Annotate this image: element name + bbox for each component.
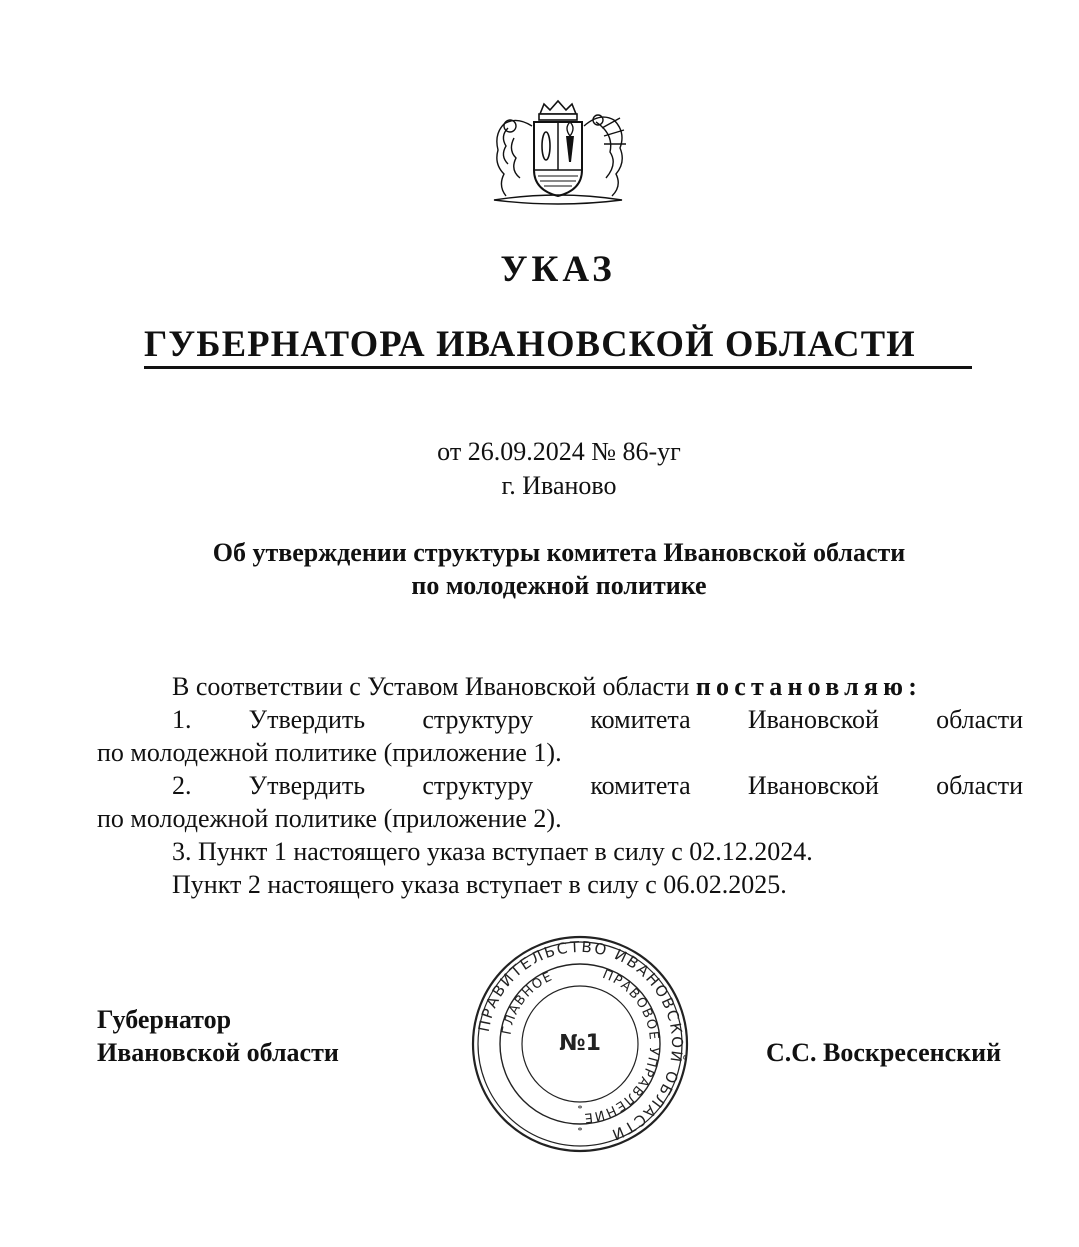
signatory-title-line-1: Губернатор [97,1005,232,1034]
signatory-name: С.С. Воскресенский [766,1038,1002,1067]
stamp-inner-text: ПРАВОВОЕ УПРАВЛЕНИЕ [582,967,662,1126]
official-stamp [470,934,690,1154]
stamp-outer-text: ПРАВИТЕЛЬСТВО ИВАНОВСКОЙ ОБЛАСТИ [474,937,687,1145]
item-1-line-1: 1. Утвердить структуру комитета Ивановской области [172,705,1023,734]
item-1-line-2: по молодежной политике (приложение 1). [97,738,562,767]
document-subject [0,536,1079,602]
stamp-inner-text-2: ГЛАВНОЕ [499,968,556,1036]
item-2-line-1: 2. Утвердить структуру комитета Ивановской области [172,771,1023,800]
issuing-authority-title: ГУБЕРНАТОРА ИВАНОВСКОЙ ОБЛАСТИ [144,322,972,369]
signatory-title [97,1003,339,1069]
item-3-continuation: Пункт 2 настоящего указа вступает в силу с 06.02.2025. [172,870,787,899]
preamble-text: В соответствии с Уставом Ивановской области [172,672,696,701]
stamp-center-number: №1 [559,1031,601,1056]
item-2-line-2: по молодежной политике (приложение 2). [97,804,562,833]
signatory-title-line-2: Ивановской области [97,1038,339,1067]
document-city: г. Иваново [501,471,617,500]
subject-line-2: по молодежной политике [411,571,707,600]
item-3: 3. Пункт 1 настоящего указа вступает в силу с 02.12.2024. [172,837,813,866]
stamp-star-icon: * [577,1126,583,1137]
coat-of-arms-icon [484,98,632,210]
subject-line-1: Об утверждении структуры комитета Ивановской области [212,538,906,567]
document-date-number: от 26.09.2024 № 86-уг [437,437,681,466]
decree-word: постановляю: [695,672,923,701]
preamble-paragraph [97,670,1023,703]
document-type-title: УКАЗ [500,249,616,290]
stamp-star-icon: * [577,1104,583,1115]
document-body [97,670,1023,901]
